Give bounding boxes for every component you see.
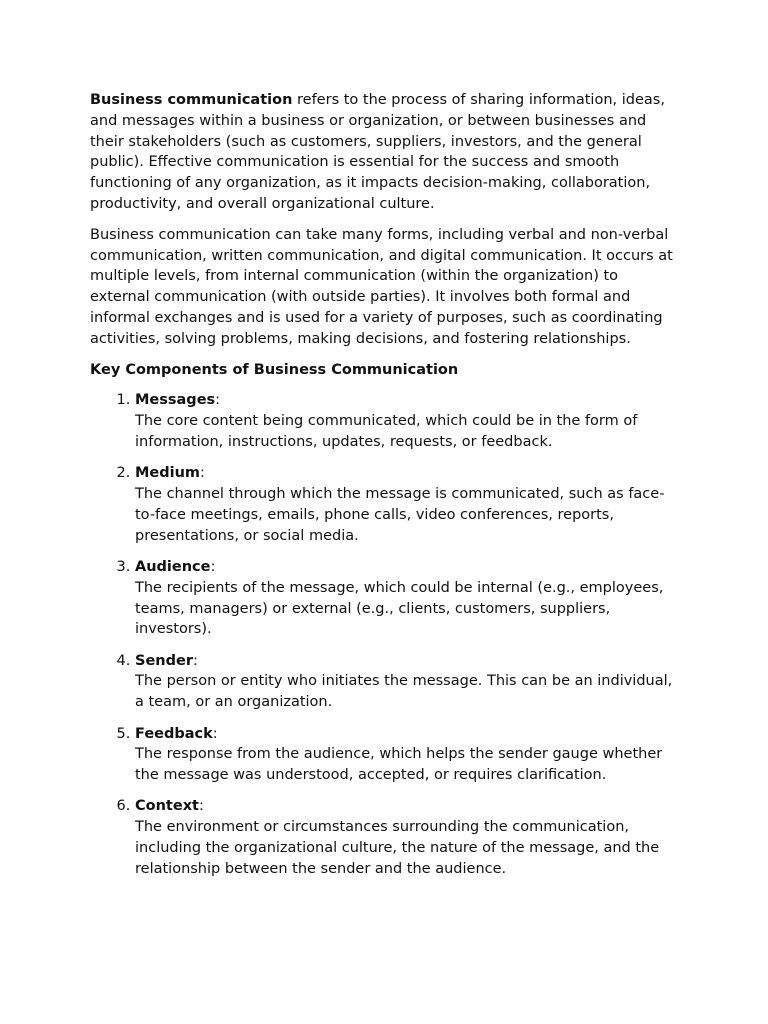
forms-paragraph: Business communication can take many forms, including verbal and non-verbal communication, written communication, and digital communication. It occurs at multiple levels, from internal communication (within the organization) to external communication (with outside parties). It involves both formal and informal exchanges and is used for a variety of purposes, such as coordinating activities, solving problems, making decisions, and fostering relationships. <box>90 226 673 347</box>
list-item: 2. Medium: The channel through which the message is communicated, such as face-to-face meetings, emails, phone calls, video conferences, reports, presentations, or social media. <box>135 463 678 546</box>
list-item: 3. Audience: The recipients of the message, which could be internal (e.g., employees, teams, managers) or external (e.g., clients, customers, suppliers, investors). <box>135 557 678 640</box>
component-term: Audience <box>135 558 211 575</box>
component-description: The environment or circumstances surrounding the communication, including the organizational culture, the nature of the message, and the relationship between the sender and the audience. <box>135 819 660 877</box>
component-description: The core content being communicated, which could be in the form of information, instructions, updates, requests, or feedback. <box>135 413 638 450</box>
list-item: 6. Context: The environment or circumstances surrounding the communication, including the organizational culture, the nature of the message, and the relationship between the sender and the audience. <box>135 796 678 879</box>
list-item: 5. Feedback: The response from the audience, which helps the sender gauge whether the message was understood, accepted, or requires clarification. <box>135 724 678 786</box>
component-term: Medium <box>135 465 201 482</box>
intro-text: refers to the process of sharing information, ideas, and messages within a business or organization, or between businesses and their stakeholders (such as customers, suppliers, investors, and the general public). Effective communication is essential for the success and smooth functioning of any organization, as it impacts decision-making, collaboration, productivity, and overall organizational culture. <box>90 92 665 212</box>
component-term: Feedback <box>135 725 213 742</box>
component-description: The channel through which the message is communicated, such as face-to-face meetings, emails, phone calls, video conferences, reports, presentations, or social media. <box>135 486 665 544</box>
component-term: Sender <box>135 652 193 669</box>
component-description: The recipients of the message, which could be internal (e.g., employees, teams, managers) or external (e.g., clients, customers, suppliers, investors). <box>135 579 664 638</box>
components-list <box>90 390 678 879</box>
intro-term: Business communication <box>90 92 293 108</box>
component-term: Context <box>135 798 199 815</box>
intro-paragraph <box>90 90 678 215</box>
list-item: 1. Messages: The core content being communicated, which could be in the form of information, instructions, updates, requests, or feedback. <box>135 390 678 452</box>
component-term: Messages <box>135 392 216 409</box>
list-item: 4. Sender: The person or entity who initiates the message. This can be an individual, a team, or an organization. <box>135 651 678 713</box>
section-heading: Key Components of Business Communication <box>90 361 459 378</box>
component-description: The person or entity who initiates the message. This can be an individual, a team, or an organization. <box>135 673 673 711</box>
component-description: The response from the audience, which helps the sender gauge whether the message was understood, accepted, or requires clarification. <box>135 746 663 784</box>
